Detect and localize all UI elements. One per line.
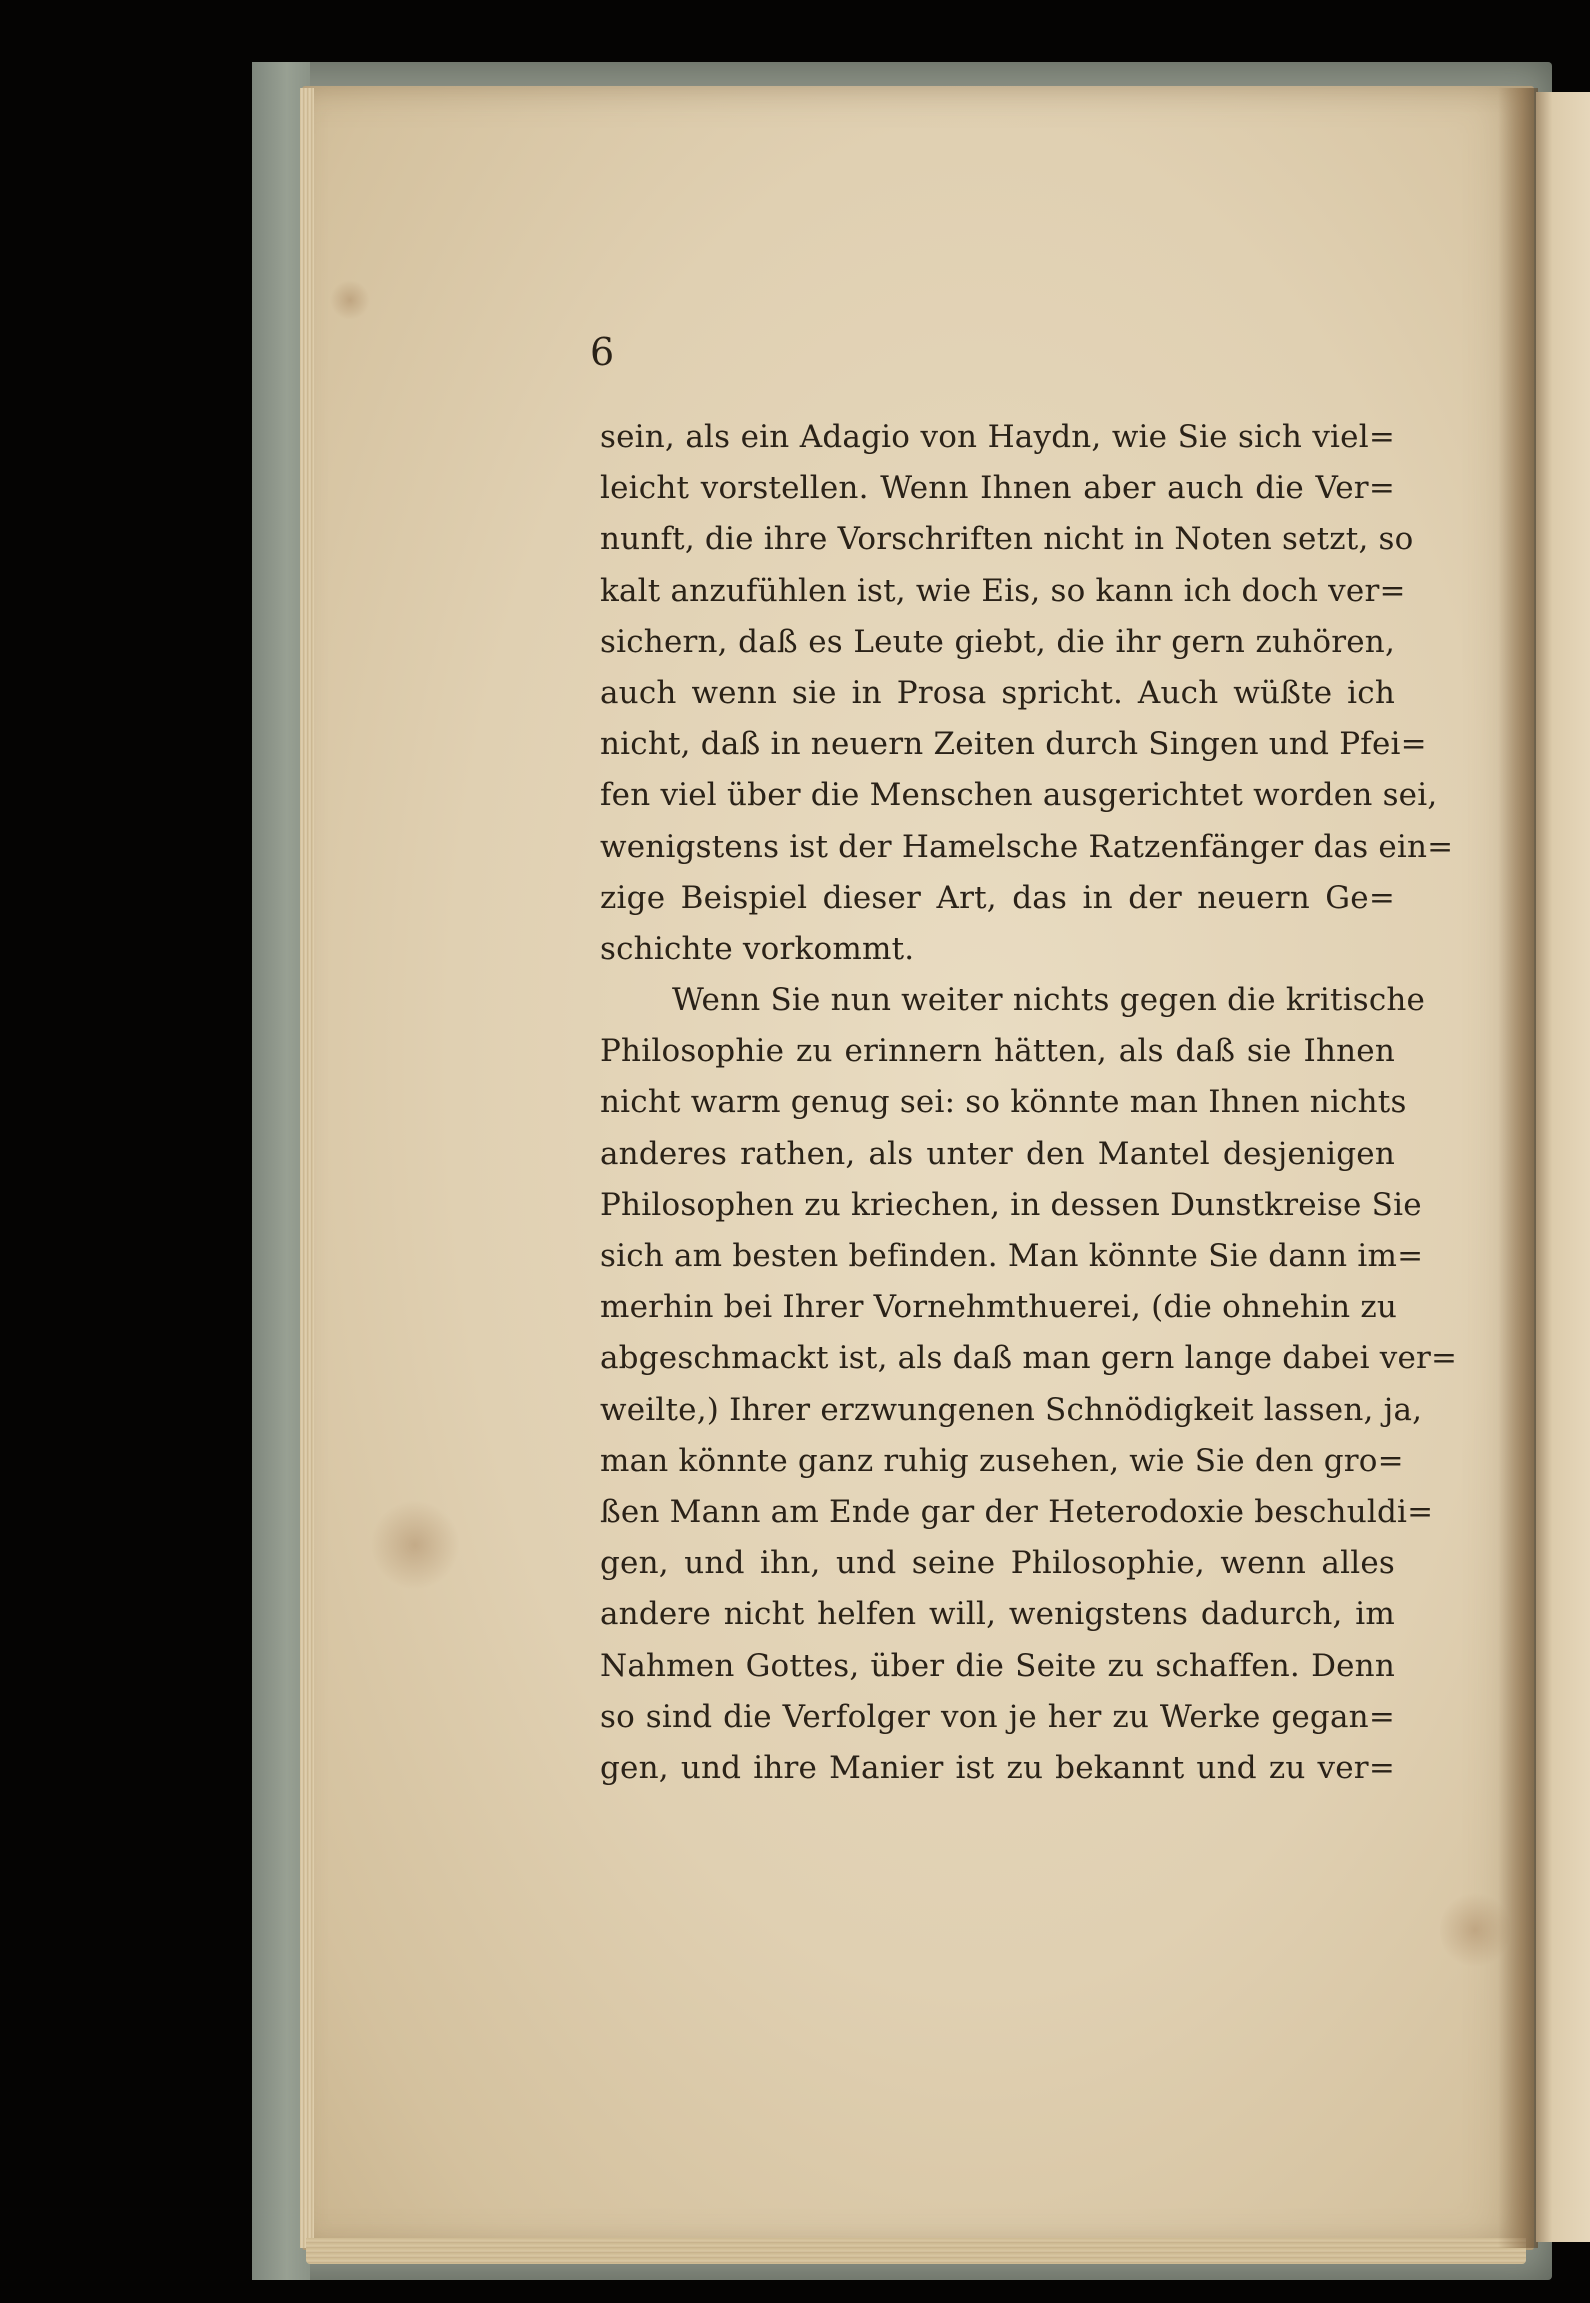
text-line: merhin bei Ihrer Vornehmthuerei, (die ohnehin zu [600, 1289, 1398, 1326]
text-line: nicht, daß in neuern Zeiten durch Singen und Pfei= [600, 726, 1427, 763]
text-line: sich am besten befinden. Man könnte Sie dann im= [600, 1238, 1424, 1274]
foxing-stain [370, 1500, 460, 1590]
paragraph-start-line: Wenn Sie nun weiter nichts gegen die kritische [672, 982, 1426, 1019]
text-line: kalt anzufühlen ist, wie Eis, so kann ich doch ver= [600, 572, 1406, 609]
text-line: Philosophie zu erinnern hätten, als daß sie Ihnen [600, 1033, 1395, 1070]
text-line: zige Beispiel dieser Art, das in der neuern Ge= [600, 879, 1395, 916]
text-line: andere nicht helfen will, wenigstens dadurch, im [600, 1596, 1395, 1633]
text-line: nunft, die ihre Vorschriften nicht in Noten setzt, so [600, 521, 1414, 558]
text-line: abgeschmackt ist, als daß man gern lange dabei ver= [600, 1340, 1458, 1377]
text-line: ßen Mann am Ende gar der Heterodoxie beschuldi= [600, 1493, 1434, 1530]
page-number: 6 [590, 330, 615, 374]
text-line: man könnte ganz ruhig zusehen, wie Sie den gro= [600, 1442, 1404, 1479]
facing-page-edge [1536, 92, 1590, 2242]
text-line: schichte vorkommt. [600, 930, 915, 967]
text-line: gen, und ihre Manier ist zu bekannt und zu ver= [600, 1749, 1395, 1786]
text-line: sein, als ein Adagio von Haydn, wie Sie sich viel= [600, 419, 1395, 455]
body-text [600, 412, 1458, 1794]
text-line: nicht warm genug sei: so könnte man Ihnen nichts [600, 1084, 1407, 1121]
text-line: fen viel über die Menschen ausgerichtet worden sei, [600, 777, 1438, 814]
text-line: Philosophen zu kriechen, in dessen Dunstkreise Sie [600, 1186, 1422, 1223]
text-line: auch wenn sie in Prosa spricht. Auch wüßte ich [600, 674, 1395, 711]
text-line: weilte,) Ihrer erzwungenen Schnödigkeit lassen, ja, [600, 1391, 1423, 1428]
foxing-stain [1440, 1890, 1510, 1970]
text-line: gen, und ihn, und seine Philosophie, wenn alles [600, 1545, 1395, 1582]
text-line: leicht vorstellen. Wenn Ihnen aber auch die Ver= [600, 470, 1395, 507]
page-stack-left-edge [300, 88, 314, 2248]
text-line: anderes rathen, als unter den Mantel desjenigen [600, 1135, 1395, 1172]
text-line: so sind die Verfolger von je her zu Werke gegan= [600, 1698, 1395, 1735]
text-line: Nahmen Gottes, über die Seite zu schaffen. Denn [600, 1647, 1395, 1684]
text-line: wenigstens ist der Hamelsche Ratzenfänger das ein= [600, 828, 1454, 865]
page-stack-bottom-edge [306, 2238, 1526, 2264]
text-line: sichern, daß es Leute giebt, die ihr gern zuhören, [600, 623, 1395, 660]
foxing-stain [330, 280, 370, 320]
